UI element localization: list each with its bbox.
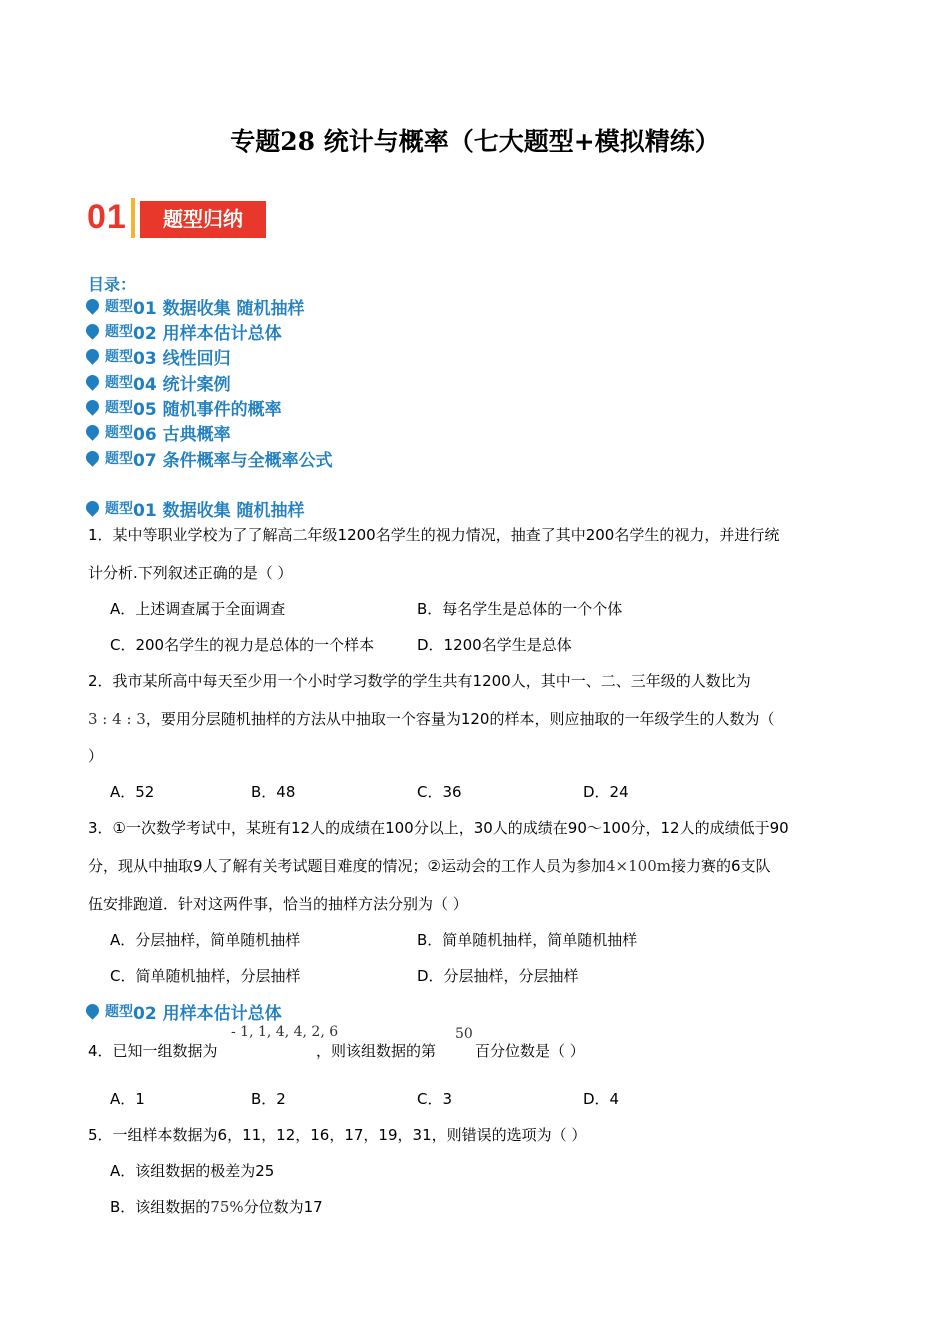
location-pin-icon bbox=[83, 397, 101, 415]
relay-expression: 4×100m bbox=[606, 857, 671, 875]
option-c: C．3 bbox=[417, 1090, 453, 1108]
question-3-line-3: 伍安排跑道．针对这两件事，恰当的抽样方法分别为（ ） bbox=[88, 895, 468, 913]
banner-divider bbox=[131, 198, 135, 238]
location-pin-icon bbox=[83, 1001, 101, 1019]
section-heading: 题型01 数据收集 随机抽样 bbox=[86, 496, 305, 521]
percentile-expression: 75% bbox=[210, 1198, 244, 1216]
data-set-expression: - 1, 1, 4, 4, 2, 6 bbox=[231, 1024, 339, 1040]
option-c: C．简单随机抽样，分层抽样 bbox=[110, 967, 301, 985]
location-pin-icon bbox=[83, 448, 101, 466]
section-banner: 题型归纳 bbox=[140, 201, 266, 238]
question-5-line-1: 5．一组样本数据为6，11，12，16，17，19，31，则错误的选项为（ ） bbox=[88, 1126, 587, 1144]
option-b: B．2 bbox=[251, 1090, 286, 1108]
option-a: A．该组数据的极差为25 bbox=[110, 1162, 275, 1180]
question-1-line-2: 计分析.下列叙述正确的是（ ） bbox=[88, 564, 293, 582]
toc-item[interactable]: 题型04 统计案例 bbox=[86, 370, 231, 395]
question-2-line-3: ） bbox=[88, 747, 104, 765]
question-1-line-1: 1．某中等职业学校为了了解高二年级1200名学生的视力情况，抽查了其中200名学生的视力，并进行统 bbox=[88, 526, 780, 544]
toc-item[interactable]: 题型02 用样本估计总体 bbox=[86, 319, 282, 344]
option-b: B．每名学生是总体的一个个体 bbox=[417, 600, 623, 618]
page-title: 专题28 统计与概率（七大题型+模拟精练） bbox=[230, 127, 720, 156]
toc-item[interactable]: 题型03 线性回归 bbox=[86, 344, 231, 369]
option-b: B．该组数据的75%分位数为17 bbox=[110, 1198, 323, 1216]
option-a: A．52 bbox=[110, 783, 155, 801]
section-heading: 题型02 用样本估计总体 bbox=[86, 999, 282, 1024]
option-d: D．24 bbox=[583, 783, 629, 801]
toc-item[interactable]: 题型07 条件概率与全概率公式 bbox=[86, 446, 333, 471]
option-d: D．4 bbox=[583, 1090, 620, 1108]
option-d: D．1200名学生是总体 bbox=[417, 636, 572, 654]
location-pin-icon bbox=[83, 296, 101, 314]
question-3-line-1: 3．①一次数学考试中，某班有12人的成绩在100分以上，30人的成绩在90～100分，12人的成绩低于90 bbox=[88, 819, 789, 837]
question-4-suffix: 百分位数是（ ） bbox=[475, 1042, 585, 1060]
ratio-expression: 3 : 4 : 3 bbox=[88, 710, 146, 728]
location-pin-icon bbox=[83, 498, 101, 516]
question-2-line-1: 2．我市某所高中每天至少用一个小时学习数学的学生共有1200人，其中一、二、三年级的人数比为 bbox=[88, 672, 751, 690]
question-4-middle: ，则该组数据的第 bbox=[316, 1042, 437, 1060]
location-pin-icon bbox=[83, 346, 101, 364]
option-a: A．分层抽样，简单随机抽样 bbox=[110, 931, 301, 949]
location-pin-icon bbox=[83, 422, 101, 440]
question-3-line-2: 分，现从中抽取9人了解有关考试题目难度的情况；②运动会的工作人员为参加4×100m接力赛的6支队 bbox=[88, 857, 771, 875]
option-a: A．1 bbox=[110, 1090, 145, 1108]
option-a: A．上述调查属于全面调查 bbox=[110, 600, 286, 618]
question-4-prefix: 4．已知一组数据为 bbox=[88, 1042, 218, 1060]
option-d: D．分层抽样，分层抽样 bbox=[417, 967, 579, 985]
option-c: C．36 bbox=[417, 783, 462, 801]
toc-item[interactable]: 题型06 古典概率 bbox=[86, 420, 231, 445]
percentile-value: 50 bbox=[455, 1026, 473, 1042]
section-number: 01 bbox=[87, 198, 127, 236]
option-b: B．48 bbox=[251, 783, 296, 801]
question-2-line-2: 3 : 4 : 3，要用分层随机抽样的方法从中抽取一个容量为120的样本，则应抽取的一年级学生的人数为（ bbox=[88, 710, 775, 728]
toc-item[interactable]: 题型05 随机事件的概率 bbox=[86, 395, 282, 420]
toc-item[interactable]: 题型01 数据收集 随机抽样 bbox=[86, 294, 305, 319]
option-c: C．200名学生的视力是总体的一个样本 bbox=[110, 636, 375, 654]
toc-heading: 目录： bbox=[88, 275, 137, 294]
option-b: B．简单随机抽样，简单随机抽样 bbox=[417, 931, 638, 949]
location-pin-icon bbox=[83, 372, 101, 390]
location-pin-icon bbox=[83, 321, 101, 339]
